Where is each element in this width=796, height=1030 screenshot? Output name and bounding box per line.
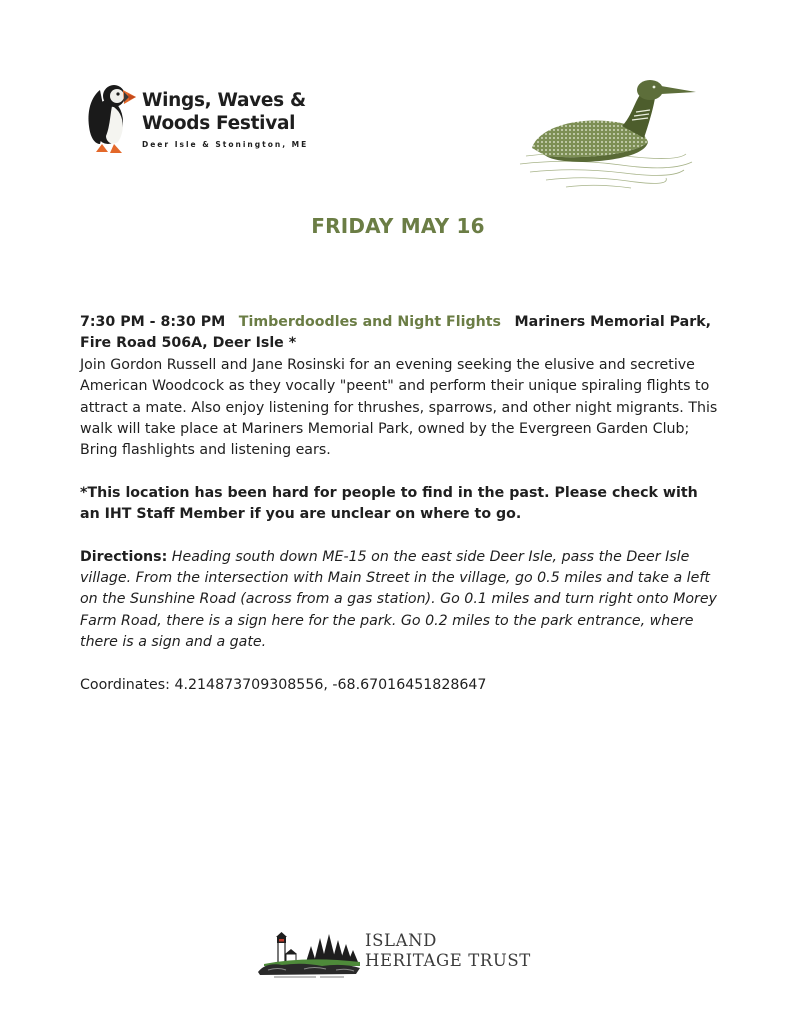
logo-subtitle: Deer Isle & Stonington, ME [142, 140, 309, 149]
coordinates: Coordinates: 4.214873709308556, -68.67016451828647 [80, 676, 487, 693]
location-note: *This location has been hard for people to find in the past. Please check with an IHT Staff Member if you are unclear on where to go. [80, 484, 698, 523]
island-lighthouse-icon [256, 928, 362, 978]
event-header [80, 312, 720, 355]
logo-title-line1: Wings, Waves & [142, 90, 306, 111]
loon-icon [516, 76, 702, 196]
island-heritage-trust-logo [256, 924, 546, 980]
event-location: Mariners Memorial Park, Fire Road 506A, Deer Isle * [80, 314, 712, 352]
festival-logo [84, 80, 314, 160]
event-title: Timberdoodles and Night Flights [238, 314, 501, 330]
event-description: Join Gordon Russell and Jane Rosinski for an evening seeking the elusive and secretive American Woodcock as they vocally "peent" and perform their unique spiraling flights to attract a mate. Also enjoy listening for thrushes, sparrows, and other night migrants. This walk will take place at Mariners Memorial Park, owned by the Evergreen Garden Club; Bring flashlights and listening ears. [80, 356, 718, 459]
directions-label: Directions: [80, 548, 168, 565]
date-heading: FRIDAY MAY 16 [311, 214, 485, 238]
directions [80, 547, 720, 654]
puffin-icon [84, 80, 140, 156]
event-content [80, 312, 720, 696]
footer-line2: HERITAGE TRUST [365, 951, 531, 970]
logo-title-line2: Woods Festival [142, 113, 296, 134]
event-time: 7:30 PM - 8:30 PM [80, 314, 226, 330]
directions-text: Heading south down ME-15 on the east side Deer Isle, pass the Deer Isle village. From the intersection with Main Street in the village, go 0.5 miles and take a left on the Sunshine Road (across from a gas station). Go 0.1 miles and turn right onto Morey Farm Road, there is a sign here for the park. Go 0.2 miles to the park entrance, where there is a sign and a gate. [80, 548, 717, 651]
footer-line1: ISLAND [365, 931, 437, 950]
